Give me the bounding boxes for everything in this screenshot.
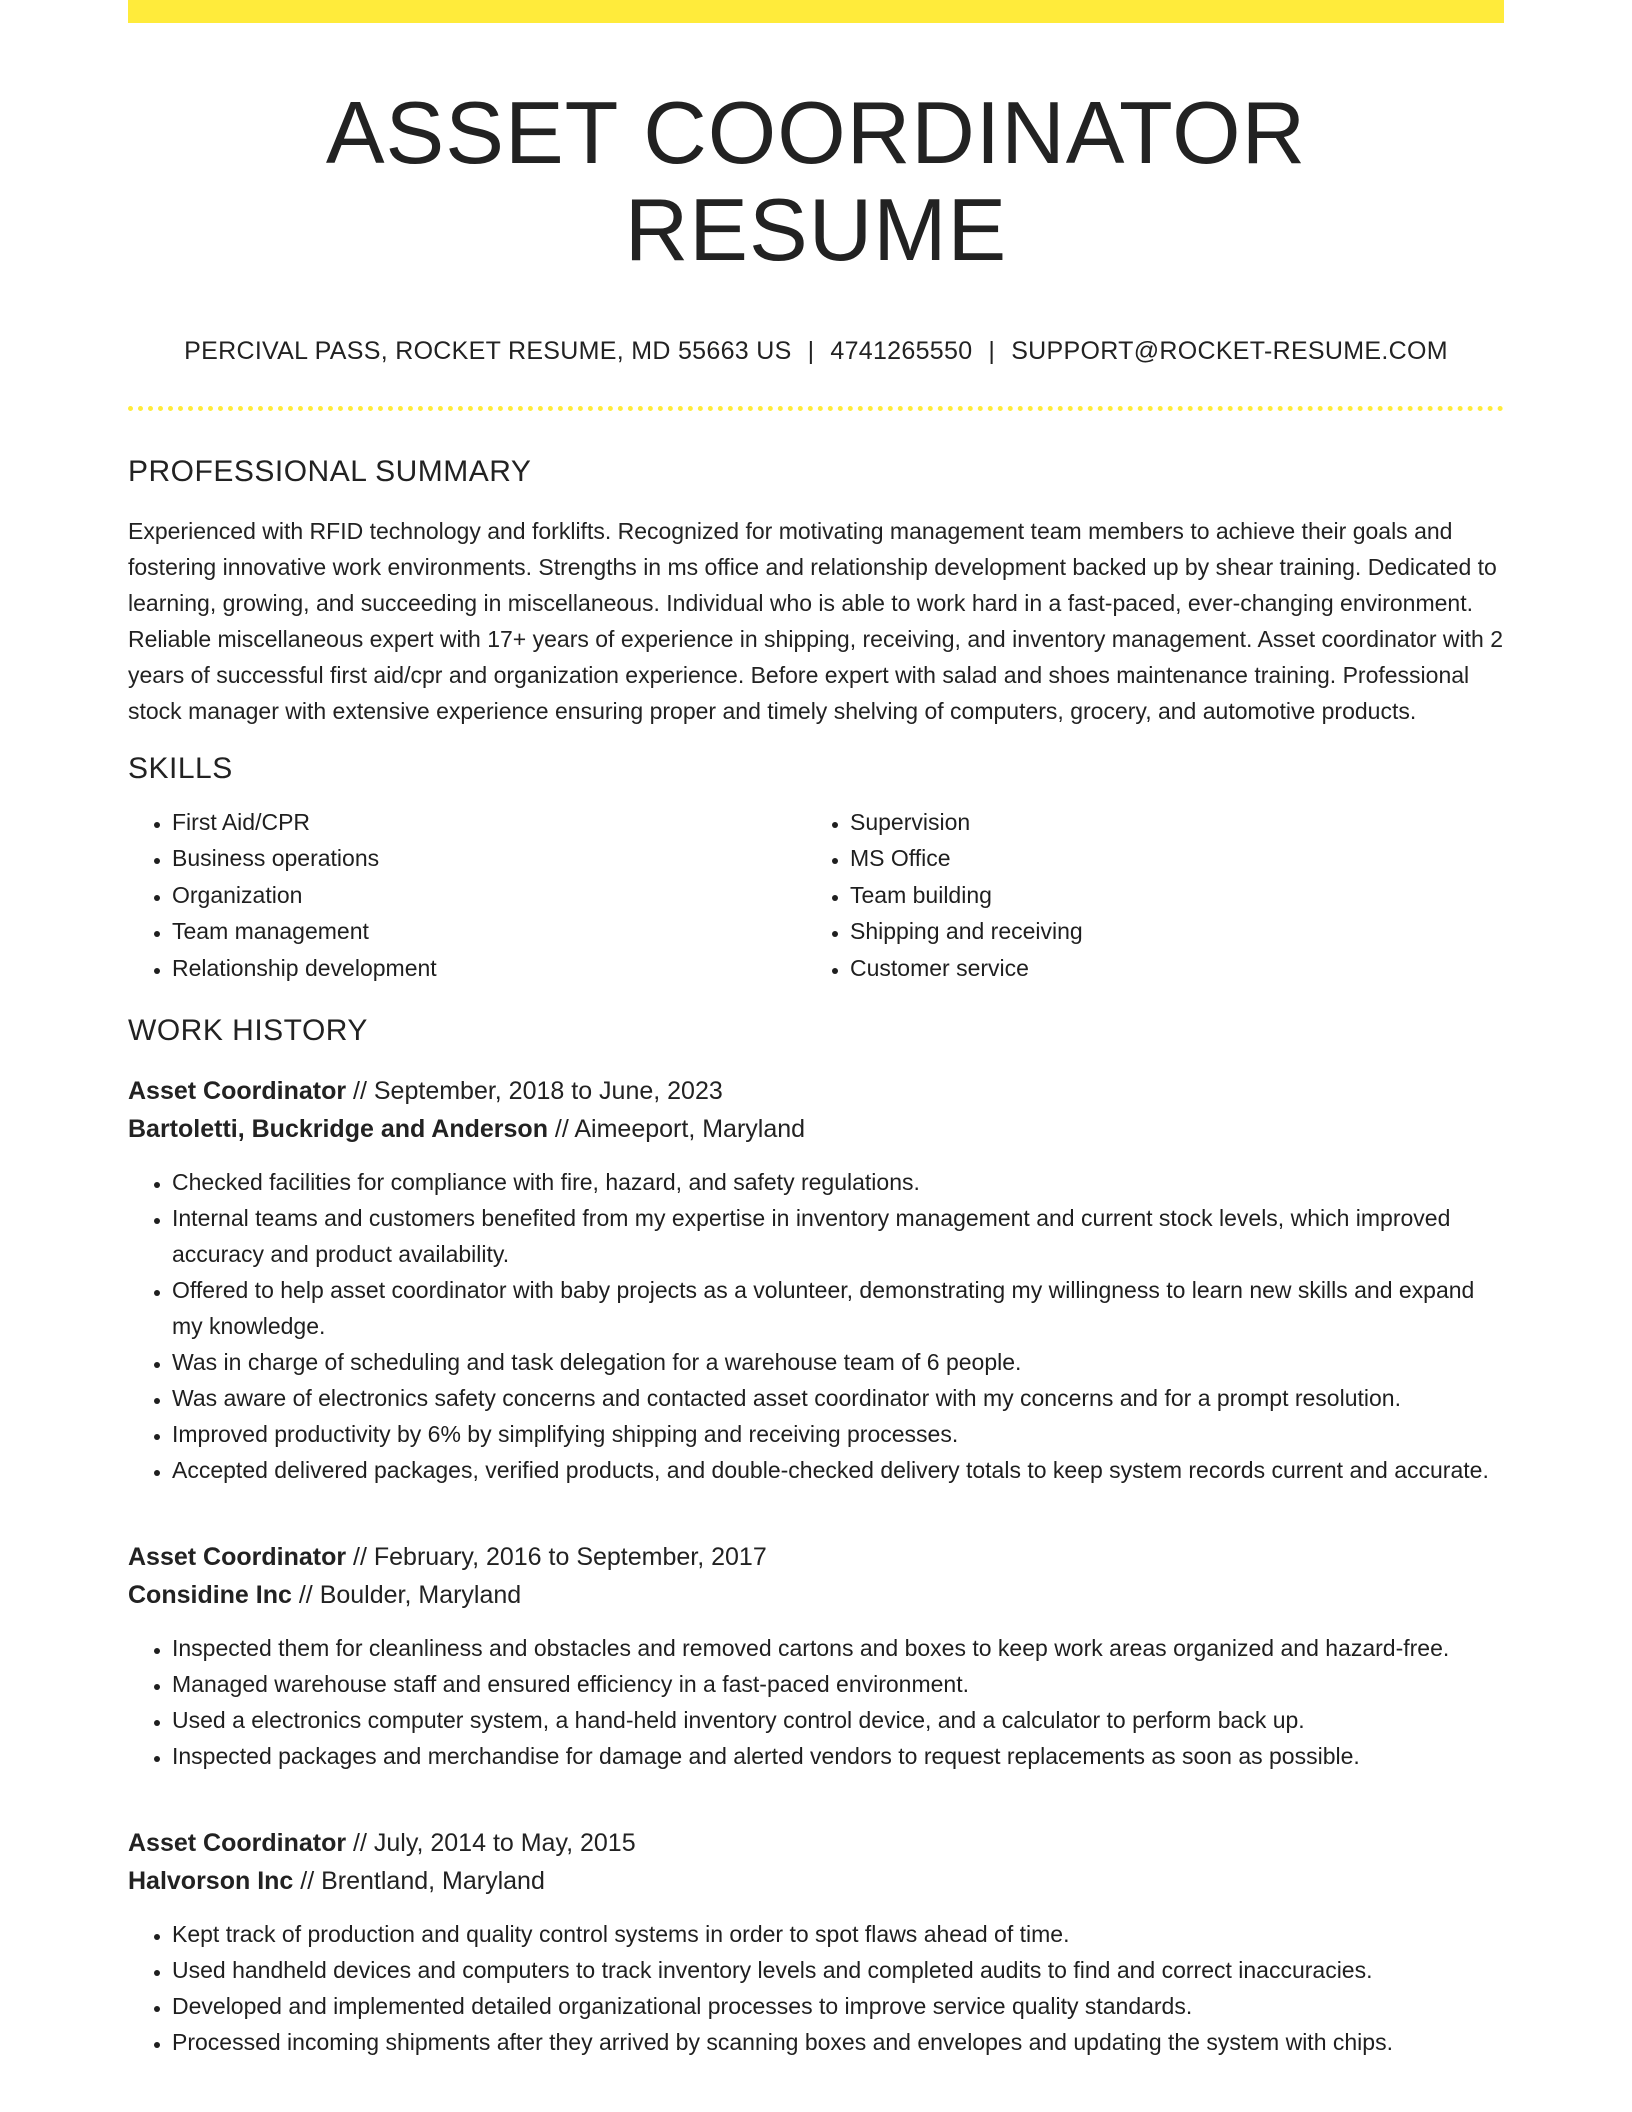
- job-dates: // September, 2018 to June, 2023: [353, 1077, 723, 1106]
- contact-line: [128, 337, 1504, 366]
- job-role: Asset Coordinator: [128, 1543, 347, 1572]
- job-company-line: [128, 1576, 1504, 1614]
- skill-item: • Customer service: [850, 950, 1484, 987]
- skills-columns: [128, 804, 1504, 987]
- job-bullet: • Was in charge of scheduling and task delegation for a warehouse team of 6 people.: [172, 1344, 1504, 1380]
- job-role-line: [128, 1538, 1504, 1576]
- job-company-line: [128, 1862, 1504, 1900]
- skill-item: • Organization: [172, 877, 806, 914]
- resume-title: ASSET COORDINATOR RESUME: [325, 83, 1307, 279]
- skill-item: • Relationship development: [172, 950, 806, 987]
- job-bullet: • Improved productivity by 6% by simplifying shipping and receiving processes.: [172, 1416, 1504, 1452]
- accent-top-bar: [128, 0, 1504, 23]
- skill-item: • Team building: [850, 877, 1484, 914]
- contact-email: SUPPORT@ROCKET-RESUME.COM: [1011, 336, 1448, 365]
- skill-item: • First Aid/CPR: [172, 804, 806, 841]
- job-role: Asset Coordinator: [128, 1077, 347, 1106]
- job-bullets: [128, 1164, 1504, 1488]
- job-bullets: [128, 1916, 1504, 2060]
- summary-section: [128, 455, 1504, 729]
- job-bullets: [128, 1630, 1504, 1774]
- job-bullet: • Offered to help asset coordinator with baby projects as a volunteer, demonstrating my willingness to learn new skills and expand my knowledge.: [172, 1272, 1504, 1344]
- contact-separator: |: [988, 336, 996, 365]
- job-entry: [128, 1072, 1504, 1488]
- skill-item: • MS Office: [850, 840, 1484, 877]
- job-bullet: • Checked facilities for compliance with fire, hazard, and safety regulations.: [172, 1164, 1504, 1200]
- work-history-heading: WORK HISTORY: [128, 1014, 368, 1048]
- work-history-section: [128, 1014, 1504, 2060]
- contact-separator: |: [807, 336, 815, 365]
- skill-item: • Shipping and receiving: [850, 913, 1484, 950]
- job-bullet: • Processed incoming shipments after they arrived by scanning boxes and envelopes and updating the system with chips.: [172, 2024, 1504, 2060]
- job-bullet: • Was aware of electronics safety concerns and contacted asset coordinator with my concerns and for a prompt resolution.: [172, 1380, 1504, 1416]
- job-bullet: • Managed warehouse staff and ensured efficiency in a fast-paced environment.: [172, 1666, 1504, 1702]
- job-company: Bartoletti, Buckridge and Anderson: [128, 1115, 548, 1144]
- skill-item: • Supervision: [850, 804, 1484, 841]
- skill-item: • Team management: [172, 913, 806, 950]
- skills-heading: SKILLS: [128, 751, 233, 785]
- dotted-divider: [128, 406, 1504, 411]
- job-bullet: • Used handheld devices and computers to track inventory levels and completed audits to find and correct inaccuracies.: [172, 1952, 1504, 1988]
- job-entry: [128, 1538, 1504, 1774]
- contact-address: PERCIVAL PASS, ROCKET RESUME, MD 55663 US: [184, 336, 792, 365]
- job-bullet: • Accepted delivered packages, verified products, and double-checked delivery totals to keep system records current and accurate.: [172, 1452, 1504, 1488]
- job-role-line: [128, 1824, 1504, 1862]
- job-bullet: • Inspected them for cleanliness and obstacles and removed cartons and boxes to keep work areas organized and hazard-free.: [172, 1630, 1504, 1666]
- job-role-line: [128, 1072, 1504, 1110]
- job-bullet: • Inspected packages and merchandise for damage and alerted vendors to request replacements as soon as possible.: [172, 1738, 1504, 1774]
- job-company: Considine Inc: [128, 1581, 292, 1610]
- job-dates: // July, 2014 to May, 2015: [353, 1829, 636, 1858]
- job-dates: // February, 2016 to September, 2017: [353, 1543, 767, 1572]
- job-company-line: [128, 1110, 1504, 1148]
- job-company: Halvorson Inc: [128, 1867, 294, 1896]
- job-bullet: • Internal teams and customers benefited from my expertise in inventory management and current stock levels, which improved accuracy and product availability.: [172, 1200, 1504, 1272]
- job-role: Asset Coordinator: [128, 1829, 347, 1858]
- skills-list-left: [128, 804, 806, 987]
- contact-phone: 4741265550: [830, 336, 973, 365]
- job-location: // Boulder, Maryland: [298, 1581, 522, 1610]
- summary-text: Experienced with RFID technology and forklifts. Recognized for motivating management team members to achieve their goals and fostering innovative work environments. Strengths in ms office and relationship development backed up by shear training. Dedicated to learning, growing, and succeeding in miscellaneous. Individual who is able to work hard in a fast-paced, ever-changing environment. Reliable miscellaneous expert with 17+ years of experience in shipping, receiving, and inventory management. Asset coordinator with 2 years of successful first aid/cpr and organization experience. Before expert with salad and shoes maintenance training. Professional stock manager with extensive experience ensuring proper and timely shelving of computers, grocery, and automotive products.: [128, 517, 1504, 724]
- skills-list-right: [806, 804, 1484, 987]
- job-entry: [128, 1824, 1504, 2060]
- job-bullet: • Used a electronics computer system, a hand-held inventory control device, and a calculator to perform back up.: [172, 1702, 1504, 1738]
- job-location: // Brentland, Maryland: [300, 1867, 545, 1896]
- job-bullet: • Kept track of production and quality control systems in order to spot flaws ahead of time.: [172, 1916, 1504, 1952]
- summary-heading: PROFESSIONAL SUMMARY: [128, 454, 532, 488]
- job-location: // Aimeeport, Maryland: [554, 1115, 806, 1144]
- job-bullet: • Developed and implemented detailed organizational processes to improve service quality standards.: [172, 1988, 1504, 2024]
- resume-page: [128, 0, 1504, 2060]
- skill-item: • Business operations: [172, 840, 806, 877]
- skills-section: [128, 752, 1504, 987]
